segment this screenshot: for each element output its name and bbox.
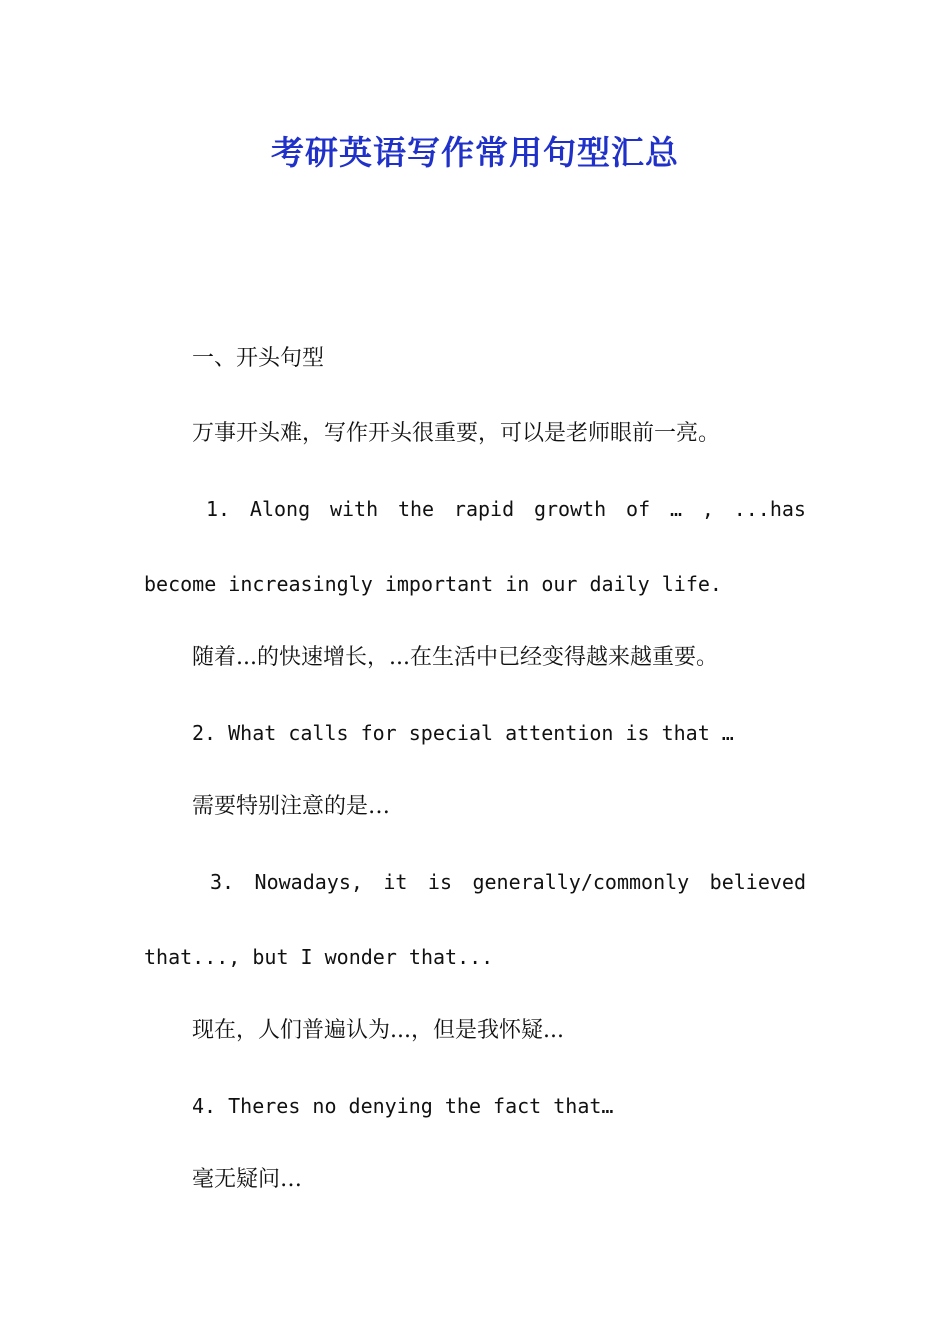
word: it [383, 870, 408, 894]
word: , [701, 497, 714, 521]
item-2-english: 2. What calls for special attention is that … [192, 721, 734, 745]
word: 3. [210, 870, 235, 894]
item-1-english-line-2: become increasingly important in our daily life. [144, 572, 722, 596]
intro-paragraph: 万事开头难，写作开头很重要，可以是老师眼前一亮。 [192, 421, 721, 446]
item-3-chinese: 现在，人们普遍认为...，但是我怀疑... [192, 1018, 564, 1043]
word: the [397, 497, 435, 521]
word: Nowadays, [254, 870, 363, 894]
item-1-chinese: 随着...的快速增长，...在生活中已经变得越来越重要。 [192, 645, 718, 670]
section-heading: 一、开头句型 [192, 346, 325, 371]
item-3-english-line-2: that..., but I wonder that... [144, 945, 494, 969]
word: with [329, 497, 379, 521]
word: is [427, 870, 453, 894]
item-2-chinese: 需要特别注意的是… [192, 794, 391, 819]
word: of [626, 497, 651, 521]
word: … [669, 497, 683, 521]
word: growth [533, 497, 607, 521]
item-4-english: 4. Theres no denying the fact that… [192, 1094, 614, 1118]
word: 1. [206, 497, 231, 521]
word: rapid [453, 497, 515, 521]
word: ...has [733, 497, 806, 521]
item-1-english-line-1 [206, 494, 806, 524]
item-4-chinese: 毫无疑问… [192, 1167, 303, 1192]
word: Along [249, 497, 311, 521]
word: believed [709, 870, 806, 894]
item-3-english-line-1 [210, 867, 806, 897]
document-title: 考研英语写作常用句型汇总 [271, 133, 679, 172]
word: generally/commonly [472, 870, 690, 894]
